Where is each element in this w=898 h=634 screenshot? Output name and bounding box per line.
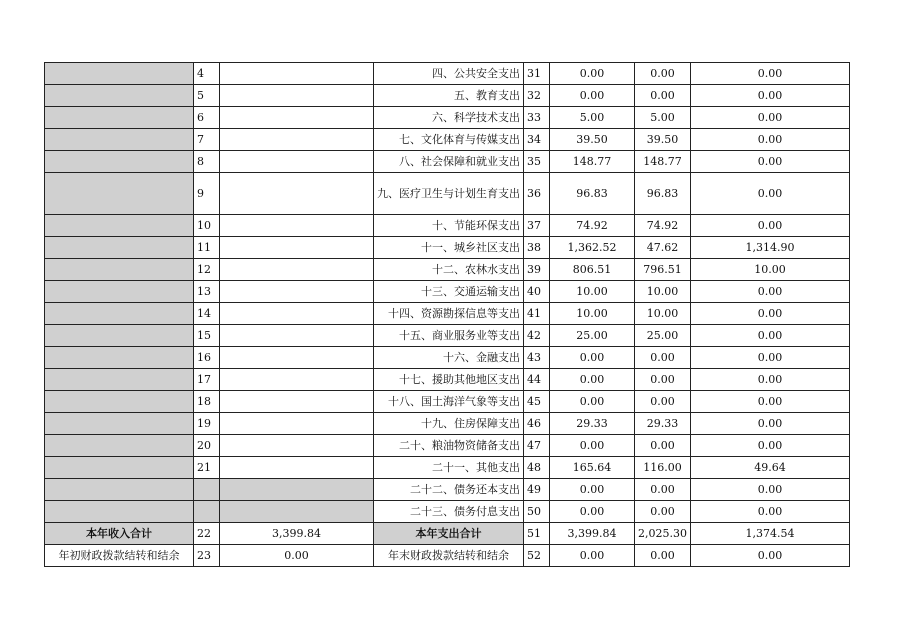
expense-basic-cell: 0.00 xyxy=(635,347,691,369)
expense-row-no: 35 xyxy=(524,151,550,173)
income-value-cell xyxy=(220,107,374,129)
income-value-cell xyxy=(220,85,374,107)
expense-item-label: 六、科学技术支出 xyxy=(374,107,524,129)
expense-basic-cell: 25.00 xyxy=(635,325,691,347)
income-row-no: 14 xyxy=(194,303,220,325)
income-value-cell xyxy=(220,501,374,523)
expense-total-cell: 39.50 xyxy=(550,129,635,151)
income-row-no xyxy=(194,501,220,523)
expense-item-label: 十六、金融支出 xyxy=(374,347,524,369)
expense-basic-cell: 0.00 xyxy=(635,63,691,85)
income-value-cell xyxy=(220,413,374,435)
income-item-cell xyxy=(45,457,194,479)
income-value-cell xyxy=(220,347,374,369)
income-item-cell xyxy=(45,281,194,303)
expense-basic-cell: 10.00 xyxy=(635,303,691,325)
expense-basic-cell: 0.00 xyxy=(635,391,691,413)
income-value-cell xyxy=(220,129,374,151)
expense-project-cell: 0.00 xyxy=(690,303,849,325)
expense-total-cell: 10.00 xyxy=(550,281,635,303)
expense-basic-cell: 47.62 xyxy=(635,237,691,259)
expense-project-cell: 0.00 xyxy=(690,369,849,391)
expense-total-cell: 29.33 xyxy=(550,413,635,435)
expense-row-no: 40 xyxy=(524,281,550,303)
income-value-cell xyxy=(220,259,374,281)
income-row-no: 13 xyxy=(194,281,220,303)
expense-project-cell: 0.00 xyxy=(690,215,849,237)
income-row-no: 16 xyxy=(194,347,220,369)
expense-item-label: 十一、城乡社区支出 xyxy=(374,237,524,259)
expense-project-cell: 0.00 xyxy=(690,85,849,107)
income-row-no: 7 xyxy=(194,129,220,151)
expense-row-no: 39 xyxy=(524,259,550,281)
expense-total-cell: 148.77 xyxy=(550,151,635,173)
income-row-no: 10 xyxy=(194,215,220,237)
expense-row-no: 32 xyxy=(524,85,550,107)
expense-project-cell: 0.00 xyxy=(690,479,849,501)
income-value-cell xyxy=(220,325,374,347)
table-row xyxy=(45,237,850,259)
expense-item-label: 十二、农林水支出 xyxy=(374,259,524,281)
table-row xyxy=(45,391,850,413)
income-item-cell xyxy=(45,435,194,457)
table-row xyxy=(45,457,850,479)
table-row xyxy=(45,369,850,391)
closing-label: 年末财政拨款结转和结余 xyxy=(374,545,524,567)
expense-row-no: 38 xyxy=(524,237,550,259)
expense-project-cell: 0.00 xyxy=(690,325,849,347)
income-item-cell xyxy=(45,237,194,259)
expense-total-cell: 25.00 xyxy=(550,325,635,347)
opening-no: 23 xyxy=(194,545,220,567)
expense-basic-cell: 0.00 xyxy=(635,501,691,523)
expense-item-label: 四、公共安全支出 xyxy=(374,63,524,85)
income-row-no: 21 xyxy=(194,457,220,479)
expense-project-cell: 0.00 xyxy=(690,435,849,457)
expense-row-no: 33 xyxy=(524,107,550,129)
expense-project-cell: 0.00 xyxy=(690,63,849,85)
table-row xyxy=(45,303,850,325)
expense-project-cell: 0.00 xyxy=(690,129,849,151)
expense-total-cell: 0.00 xyxy=(550,435,635,457)
income-item-cell xyxy=(45,325,194,347)
expense-item-label: 十七、援助其他地区支出 xyxy=(374,369,524,391)
expense-row-no: 43 xyxy=(524,347,550,369)
expense-total-cell: 165.64 xyxy=(550,457,635,479)
income-value-cell xyxy=(220,479,374,501)
income-item-cell xyxy=(45,479,194,501)
income-value-cell xyxy=(220,435,374,457)
expense-project-cell: 0.00 xyxy=(690,151,849,173)
expense-item-label: 八、社会保障和就业支出 xyxy=(374,151,524,173)
income-value-cell xyxy=(220,173,374,215)
expense-project-cell: 10.00 xyxy=(690,259,849,281)
table-row xyxy=(45,259,850,281)
expense-project-cell: 0.00 xyxy=(690,347,849,369)
expense-row-no: 48 xyxy=(524,457,550,479)
income-value-cell xyxy=(220,391,374,413)
income-value-cell xyxy=(220,151,374,173)
income-row-no: 20 xyxy=(194,435,220,457)
expense-total-cell: 0.00 xyxy=(550,63,635,85)
table-row xyxy=(45,479,850,501)
closing-total: 0.00 xyxy=(550,545,635,567)
expense-item-label: 九、医疗卫生与计划生育支出 xyxy=(374,173,524,215)
income-item-cell xyxy=(45,63,194,85)
expense-total-cell: 74.92 xyxy=(550,215,635,237)
expense-basic-cell: 10.00 xyxy=(635,281,691,303)
income-item-cell xyxy=(45,369,194,391)
table-row xyxy=(45,107,850,129)
expense-item-label: 十五、商业服务业等支出 xyxy=(374,325,524,347)
expense-item-label: 十四、资源勘探信息等支出 xyxy=(374,303,524,325)
income-item-cell xyxy=(45,413,194,435)
expense-item-label: 十九、住房保障支出 xyxy=(374,413,524,435)
income-value-cell xyxy=(220,215,374,237)
income-total-no: 22 xyxy=(194,523,220,545)
opening-label: 年初财政拨款结转和结余 xyxy=(45,545,194,567)
expense-total-cell: 0.00 xyxy=(550,347,635,369)
expense-item-label: 二十二、债务还本支出 xyxy=(374,479,524,501)
expense-basic-cell: 0.00 xyxy=(635,369,691,391)
expense-total-cell: 806.51 xyxy=(550,259,635,281)
income-item-cell xyxy=(45,501,194,523)
expense-row-no: 47 xyxy=(524,435,550,457)
income-row-no: 19 xyxy=(194,413,220,435)
expense-row-no: 45 xyxy=(524,391,550,413)
table-row xyxy=(45,501,850,523)
table-row xyxy=(45,413,850,435)
expense-total-cell: 5.00 xyxy=(550,107,635,129)
expense-item-label: 十三、交通运输支出 xyxy=(374,281,524,303)
expense-total-basic: 2,025.30 xyxy=(635,523,691,545)
income-row-no: 6 xyxy=(194,107,220,129)
table-row xyxy=(45,215,850,237)
income-row-no: 4 xyxy=(194,63,220,85)
expense-total-total: 3,399.84 xyxy=(550,523,635,545)
income-value-cell xyxy=(220,369,374,391)
income-item-cell xyxy=(45,215,194,237)
table-row xyxy=(45,129,850,151)
total-row xyxy=(45,523,850,545)
income-item-cell xyxy=(45,107,194,129)
expense-item-label: 五、教育支出 xyxy=(374,85,524,107)
expense-total-cell: 1,362.52 xyxy=(550,237,635,259)
expense-project-cell: 0.00 xyxy=(690,107,849,129)
closing-no: 52 xyxy=(524,545,550,567)
income-value-cell xyxy=(220,281,374,303)
expense-total-cell: 10.00 xyxy=(550,303,635,325)
expense-row-no: 36 xyxy=(524,173,550,215)
expense-row-no: 50 xyxy=(524,501,550,523)
expense-basic-cell: 0.00 xyxy=(635,435,691,457)
table-row xyxy=(45,173,850,215)
expense-item-label: 二十一、其他支出 xyxy=(374,457,524,479)
expense-row-no: 49 xyxy=(524,479,550,501)
expense-project-cell: 0.00 xyxy=(690,391,849,413)
expense-row-no: 44 xyxy=(524,369,550,391)
expense-item-label: 二十、粮油物资储备支出 xyxy=(374,435,524,457)
opening-value: 0.00 xyxy=(220,545,374,567)
expense-basic-cell: 39.50 xyxy=(635,129,691,151)
expense-total-cell: 0.00 xyxy=(550,391,635,413)
expense-project-cell: 0.00 xyxy=(690,413,849,435)
income-item-cell xyxy=(45,303,194,325)
expense-total-no: 51 xyxy=(524,523,550,545)
expense-row-no: 46 xyxy=(524,413,550,435)
expense-basic-cell: 96.83 xyxy=(635,173,691,215)
expense-project-cell: 0.00 xyxy=(690,501,849,523)
expense-project-cell: 0.00 xyxy=(690,173,849,215)
income-row-no: 17 xyxy=(194,369,220,391)
table-body xyxy=(45,63,850,523)
income-item-cell xyxy=(45,85,194,107)
expense-total-cell: 0.00 xyxy=(550,501,635,523)
expense-basic-cell: 0.00 xyxy=(635,85,691,107)
expense-row-no: 41 xyxy=(524,303,550,325)
expense-project-cell: 1,314.90 xyxy=(690,237,849,259)
closing-basic: 0.00 xyxy=(635,545,691,567)
table-row xyxy=(45,347,850,369)
expense-basic-cell: 5.00 xyxy=(635,107,691,129)
carryover-row xyxy=(45,545,850,567)
income-total-value: 3,399.84 xyxy=(220,523,374,545)
table-row xyxy=(45,63,850,85)
income-item-cell xyxy=(45,259,194,281)
expense-basic-cell: 148.77 xyxy=(635,151,691,173)
expense-total-cell: 0.00 xyxy=(550,369,635,391)
expense-basic-cell: 116.00 xyxy=(635,457,691,479)
expense-basic-cell: 29.33 xyxy=(635,413,691,435)
closing-project: 0.00 xyxy=(690,545,849,567)
income-row-no: 12 xyxy=(194,259,220,281)
expense-basic-cell: 0.00 xyxy=(635,479,691,501)
expense-project-cell: 0.00 xyxy=(690,281,849,303)
expense-item-label: 十、节能环保支出 xyxy=(374,215,524,237)
expense-basic-cell: 796.51 xyxy=(635,259,691,281)
income-row-no: 18 xyxy=(194,391,220,413)
income-value-cell xyxy=(220,457,374,479)
expense-item-label: 十八、国土海洋气象等支出 xyxy=(374,391,524,413)
income-total-label: 本年收入合计 xyxy=(45,523,194,545)
income-row-no xyxy=(194,479,220,501)
income-row-no: 15 xyxy=(194,325,220,347)
table-row xyxy=(45,281,850,303)
expense-item-label: 七、文化体育与传媒支出 xyxy=(374,129,524,151)
expense-item-label: 二十三、债务付息支出 xyxy=(374,501,524,523)
income-value-cell xyxy=(220,303,374,325)
income-item-cell xyxy=(45,151,194,173)
income-item-cell xyxy=(45,129,194,151)
table-row xyxy=(45,435,850,457)
expense-total-cell: 96.83 xyxy=(550,173,635,215)
table-row xyxy=(45,325,850,347)
table-row xyxy=(45,85,850,107)
income-item-cell xyxy=(45,173,194,215)
income-row-no: 9 xyxy=(194,173,220,215)
expense-basic-cell: 74.92 xyxy=(635,215,691,237)
income-row-no: 5 xyxy=(194,85,220,107)
income-value-cell xyxy=(220,237,374,259)
budget-table xyxy=(44,62,850,567)
expense-row-no: 31 xyxy=(524,63,550,85)
expense-total-cell: 0.00 xyxy=(550,85,635,107)
expense-project-cell: 49.64 xyxy=(690,457,849,479)
income-item-cell xyxy=(45,347,194,369)
income-row-no: 8 xyxy=(194,151,220,173)
table-row xyxy=(45,151,850,173)
income-row-no: 11 xyxy=(194,237,220,259)
expense-total-cell: 0.00 xyxy=(550,479,635,501)
income-value-cell xyxy=(220,63,374,85)
income-item-cell xyxy=(45,391,194,413)
expense-total-label: 本年支出合计 xyxy=(374,523,524,545)
expense-row-no: 42 xyxy=(524,325,550,347)
expense-row-no: 34 xyxy=(524,129,550,151)
expense-total-project: 1,374.54 xyxy=(690,523,849,545)
expense-row-no: 37 xyxy=(524,215,550,237)
